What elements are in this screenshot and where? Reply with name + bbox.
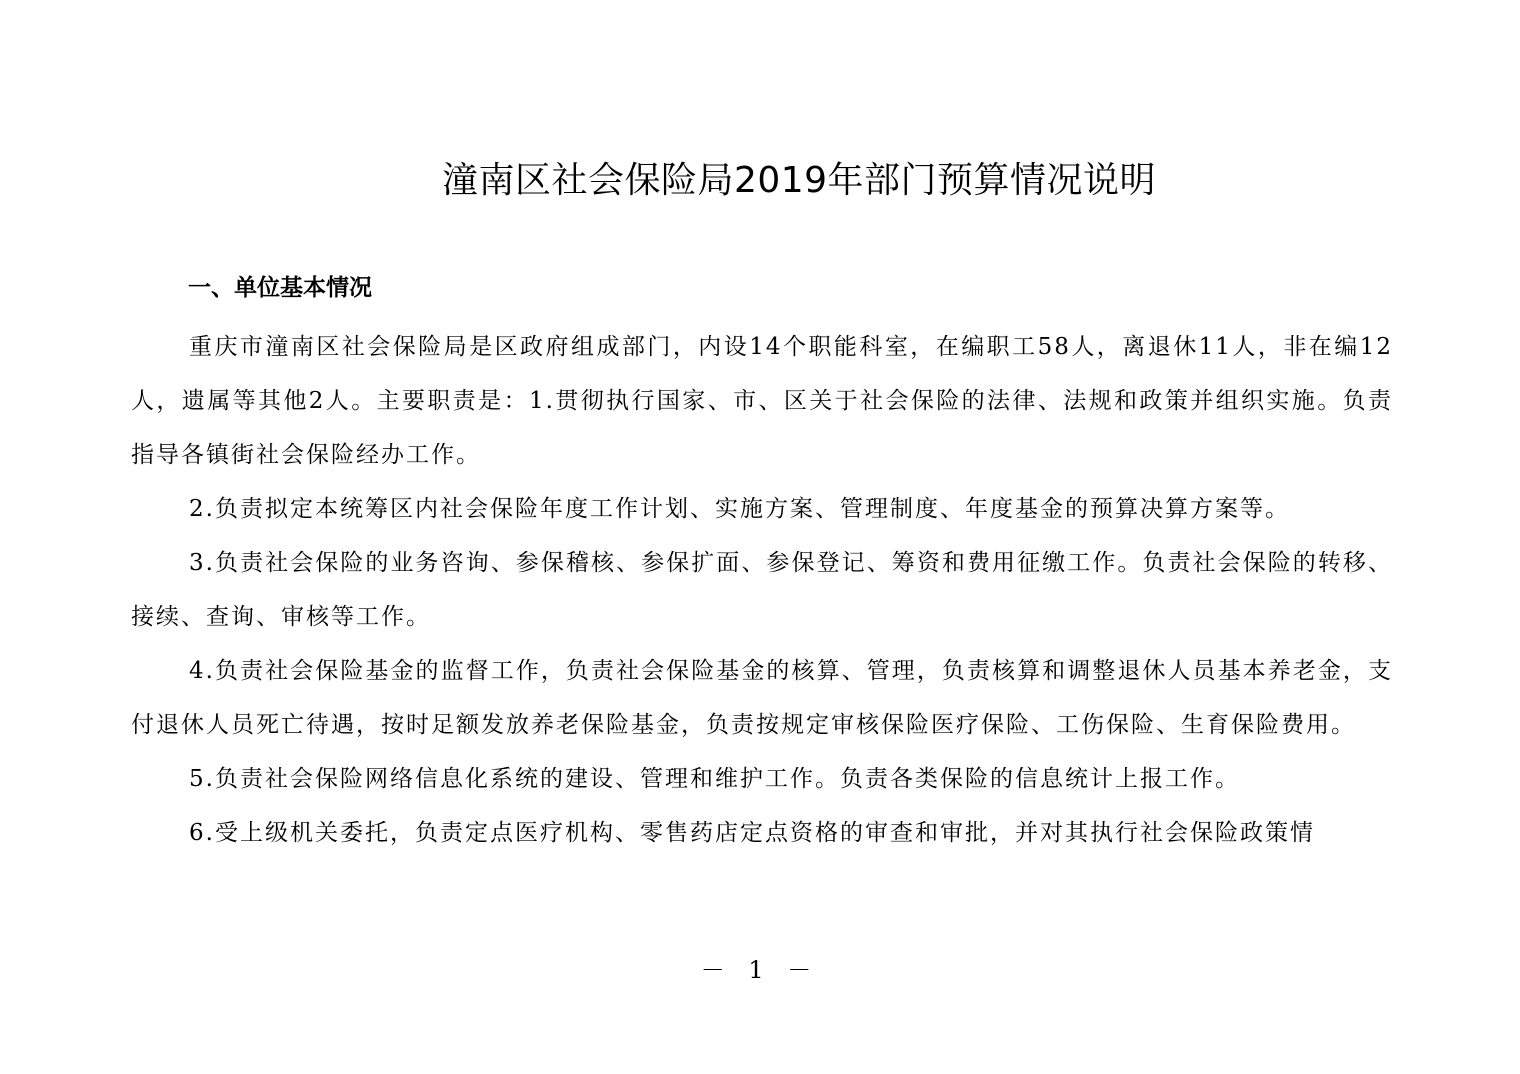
document-body: [131, 320, 1393, 860]
paragraph: 重庆市潼南区社会保险局是区政府组成部门，内设14个职能科室，在编职工58人，离退休11人，非在编12人，遗属等其他2人。主要职责是：1.贯彻执行国家、市、区关于社会保险的法律、法规和政策并组织实施。负责指导各镇街社会保险经办工作。: [131, 334, 1393, 468]
section-heading: 一、单位基本情况: [188, 275, 372, 301]
page-number: － 1 －: [700, 956, 820, 984]
document-title: 潼南区社会保险局2019年部门预算情况说明: [441, 160, 1157, 201]
paragraph: 6.受上级机关委托，负责定点医疗机构、零售药店定点资格的审查和审批，并对其执行社会保险政策情: [189, 820, 1315, 846]
paragraph: 5.负责社会保险网络信息化系统的建设、管理和维护工作。负责各类保险的信息统计上报工作。: [189, 766, 1240, 792]
paragraph: 4.负责社会保险基金的监督工作，负责社会保险基金的核算、管理，负责核算和调整退休人员基本养老金，支付退休人员死亡待遇，按时足额发放养老保险基金，负责按规定审核保险医疗保险、工伤保险、生育保险费用。: [131, 658, 1393, 738]
paragraph: 3.负责社会保险的业务咨询、参保稽核、参保扩面、参保登记、筹资和费用征缴工作。负责社会保险的转移、接续、查询、审核等工作。: [131, 550, 1393, 630]
paragraph: 2.负责拟定本统筹区内社会保险年度工作计划、实施方案、管理制度、年度基金的预算决算方案等。: [189, 496, 1290, 522]
